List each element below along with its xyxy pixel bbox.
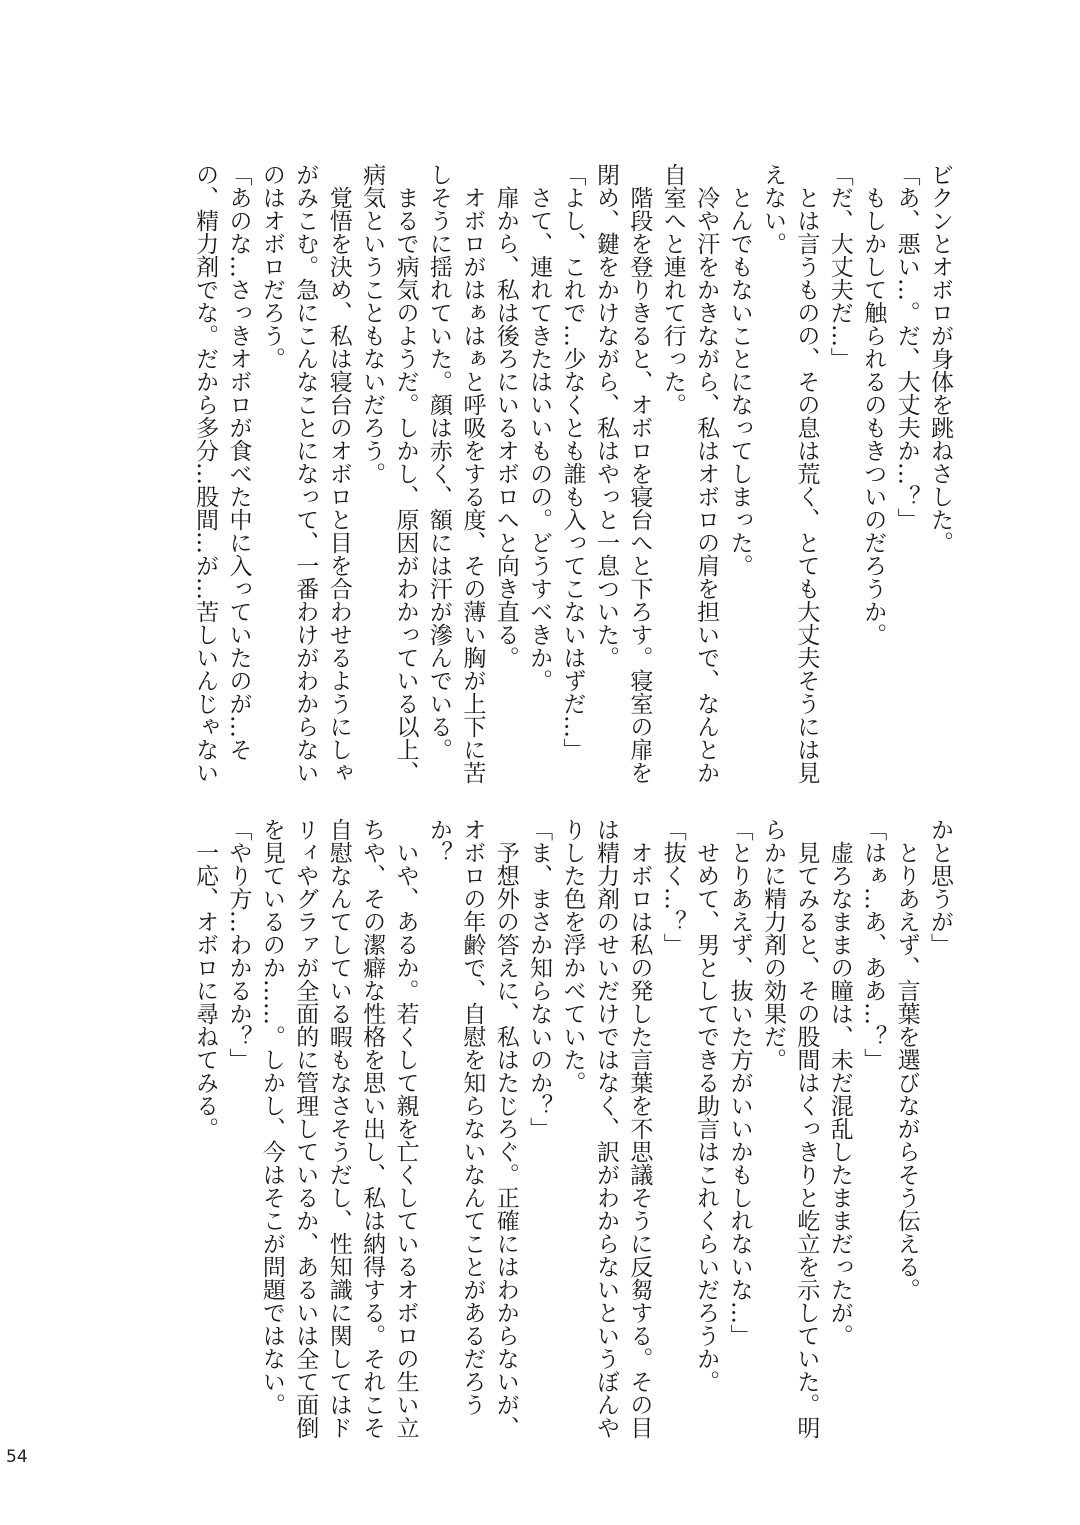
text-column: オボロは私の発した言葉を不思議そうに反芻する。その目 xyxy=(626,818,653,1439)
text-column: とりあえず、言葉を選びながらそう伝える。 xyxy=(893,818,920,1301)
text-column: えない。 xyxy=(759,163,786,255)
text-column: 「抜く…？」 xyxy=(659,818,686,956)
text-column: 「はぁ…あ、ああ…？」 xyxy=(860,818,887,1071)
text-column: 冷や汗をかきながら、私はオボロの肩を担いで、なんとか xyxy=(693,163,720,784)
text-column: のはオボロだろう。 xyxy=(258,163,285,370)
text-column: 虚ろなままの瞳は、未だ混乱したままだったが。 xyxy=(826,818,853,1347)
text-column: 「よし、これで…少なくとも誰も入ってこないはずだ…」 xyxy=(559,163,586,761)
text-column: ビクンとオボロが身体を跳ねさした。 xyxy=(927,163,953,554)
text-column: オボロがはぁはぁと呼吸をする度、その薄い胸が上下に苦 xyxy=(459,163,486,784)
text-column: まるで病気のようだ。しかし、原因がわかっている以上、 xyxy=(392,163,419,784)
text-column: 「あのな…さっきオボロが食べた中に入っていたのが…そ xyxy=(225,163,252,761)
text-column: せめて、男としてできる助言はこれくらいだろうか。 xyxy=(693,818,720,1393)
text-column: いや、あるか。若くして親を亡くしているオボロの生い立 xyxy=(392,818,419,1439)
text-column: オボロの年齢で、自慰を知らないなんてことがあるだろう xyxy=(459,818,486,1416)
text-column: は精力剤のせいだけではなく、訳がわからないというぼんや xyxy=(592,818,619,1439)
text-column: かと思うが」 xyxy=(927,818,953,956)
text-column: 見てみると、その股間はくっきりと屹立を示していた。明 xyxy=(793,818,820,1439)
text-column: 扉から、私は後ろにいるオボロへと向き直る。 xyxy=(492,163,519,669)
text-column: 病気ということもないだろう。 xyxy=(359,163,386,485)
text-column: か？ xyxy=(425,818,452,864)
text-column: 「とりあえず、抜いた方がいいかもしれないな…」 xyxy=(726,818,753,1347)
text-column: 閉め、鍵をかけながら、私はやっと一息ついた。 xyxy=(592,163,619,669)
text-column: らかに精力剤の効果だ。 xyxy=(759,818,786,1071)
text-column: 一応、オボロに尋ねてみる。 xyxy=(192,818,219,1140)
text-column: の、精力剤でな。だから多分…股間…が…苦しいんじゃない xyxy=(192,163,219,784)
text-column: 階段を登りきると、オボロを寝台へと下ろす。寝室の扉を xyxy=(626,163,653,784)
text-column: とんでもないことになってしまった。 xyxy=(726,163,753,577)
text-column: りした色を浮かべていた。 xyxy=(559,818,586,1094)
text-column: 「ま、まさか知らないのか？」 xyxy=(526,818,553,1140)
text-column: 「だ、大丈夫だ…」 xyxy=(826,163,853,370)
text-column: 「あ、悪い…。だ、大丈夫か…？」 xyxy=(893,163,920,531)
text-column: とは言うものの、その息は荒く、とても大丈夫そうには見 xyxy=(793,163,820,784)
text-block-bottom xyxy=(188,818,956,1439)
text-column: もしかして触られるのもきついのだろうか。 xyxy=(860,163,887,646)
text-column: を見ているのか……。しかし、今はそこが問題ではない。 xyxy=(258,818,285,1416)
text-column: リィやグラァが全面的に管理しているか、あるいは全て面倒 xyxy=(292,818,319,1439)
text-column: 自室へと連れて行った。 xyxy=(659,163,686,416)
page-number: 54 xyxy=(6,1447,28,1467)
text-column: 「やり方…わかるか？」 xyxy=(225,818,252,1071)
text-column: しそうに揺れていた。顔は赤く、額には汗が滲んでいる。 xyxy=(425,163,452,761)
text-block-top xyxy=(188,163,956,784)
text-column: 予想外の答えに、私はたじろぐ。正確にはわからないが、 xyxy=(492,818,519,1439)
text-column: 覚悟を決め、私は寝台のオボロと目を合わせるようにしゃ xyxy=(325,163,352,784)
text-column: ちや、その潔癖な性格を思い出し、私は納得する。それこそ xyxy=(359,818,386,1439)
text-column: さて、連れてきたはいいものの。どうすべきか。 xyxy=(526,163,553,692)
text-column: がみこむ。急にこんなことになって、一番わけがわからない xyxy=(292,163,319,784)
text-column: 自慰なんてしている暇もなさそうだし、性知識に関してはド xyxy=(325,818,352,1439)
